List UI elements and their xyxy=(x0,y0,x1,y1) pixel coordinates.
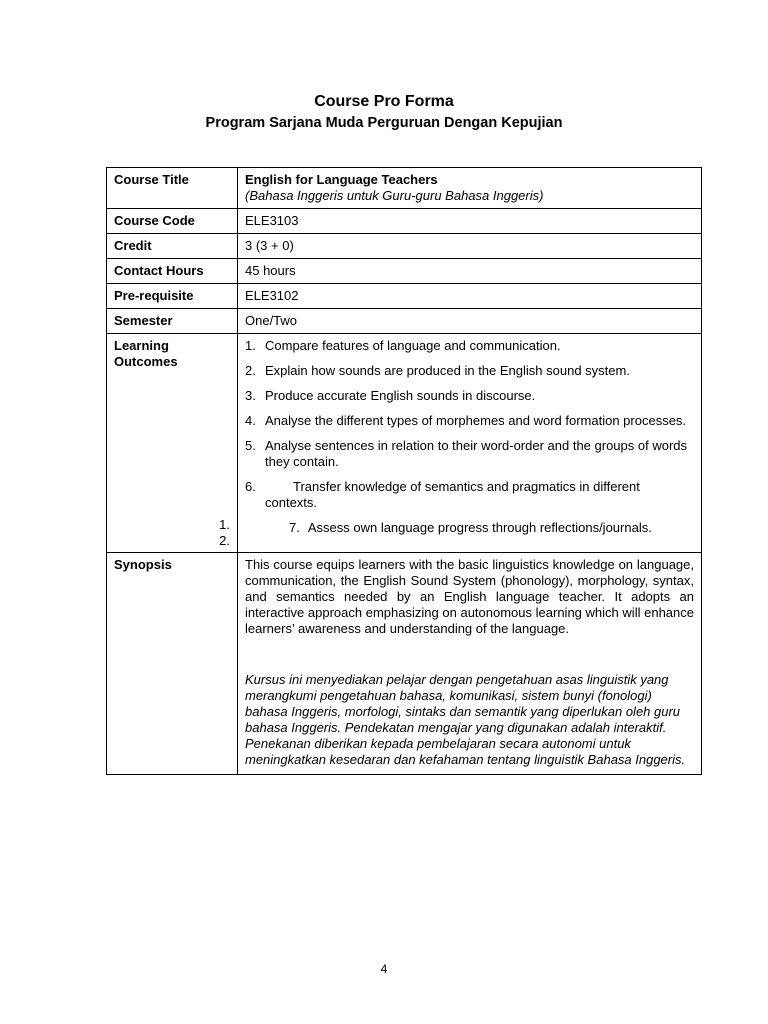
row-course-code xyxy=(107,209,702,234)
list-item-number: 3. xyxy=(245,388,256,403)
list-item-text: Produce accurate English sounds in discourse. xyxy=(265,388,536,403)
label-synopsis: Synopsis xyxy=(107,553,238,775)
synopsis-malay: Kursus ini menyediakan pelajar dengan pengetahuan asas linguistik yang merangkumi pengetahuan bahasa, komunikasi, sistem bunyi (fonologi) bahasa Inggeris, morfologi, sintaks dan semantik yang diperlukan oleh guru bahasa Inggeris. Pendekatan mengajar yang digunakan adalah interaktif. Penekanan diberikan kepada pembelajaran secara autonomi untuk meningkatkan kesedaran dan kefahaman tentang linguistik Bahasa Inggeris. xyxy=(245,672,686,767)
course-title-ms: (Bahasa Inggeris untuk Guru-guru Bahasa Inggeris) xyxy=(245,188,544,203)
row-learning-outcomes xyxy=(107,334,702,553)
page-title: Course Pro Forma xyxy=(314,93,454,110)
value-learning-outcomes xyxy=(238,334,702,553)
course-title-en: English for Language Teachers xyxy=(245,172,438,187)
page-subtitle: Program Sarjana Muda Perguruan Dengan Kepujian xyxy=(205,115,563,131)
value-course-title xyxy=(238,168,702,209)
list-item xyxy=(245,388,694,404)
value-prerequisite: ELE3102 xyxy=(238,284,702,309)
row-prerequisite xyxy=(107,284,702,309)
list-item-number: 6. xyxy=(245,479,256,494)
value-semester: One/Two xyxy=(238,309,702,334)
list-item-number: 4. xyxy=(245,413,256,428)
label-learning-outcomes xyxy=(107,334,238,553)
list-item xyxy=(245,520,694,536)
list-item-text: Analyse sentences in relation to their word-order and the groups of words they contain. xyxy=(265,438,688,469)
list-item-text: Explain how sounds are produced in the English sound system. xyxy=(265,363,630,378)
page-number: 4 xyxy=(380,962,388,976)
value-credit: 3 (3 + 0) xyxy=(238,234,702,259)
course-table xyxy=(106,167,702,775)
label-course-code: Course Code xyxy=(107,209,238,234)
list-item-number: 2. xyxy=(245,363,256,378)
list-item xyxy=(245,338,694,354)
value-course-code: ELE3103 xyxy=(238,209,702,234)
value-contact-hours: 45 hours xyxy=(238,259,702,284)
row-contact-hours xyxy=(107,259,702,284)
row-credit xyxy=(107,234,702,259)
list-item-text: Compare features of language and communication. xyxy=(265,338,561,353)
label-learning-outcomes-line1: Learning xyxy=(114,338,169,353)
outcomes-list xyxy=(245,338,694,536)
stray-numbering xyxy=(219,517,230,549)
list-item-number: 5. xyxy=(245,438,256,453)
row-synopsis xyxy=(107,553,702,775)
list-item xyxy=(245,413,694,429)
label-credit: Credit xyxy=(107,234,238,259)
label-semester: Semester xyxy=(107,309,238,334)
synopsis-english: This course equips learners with the basic linguistics knowledge on language, communication, the English Sound System (phonology), morphology, syntax, and semantics needed by an English language teacher. It adopts an interactive approach emphasizing on autonomous learning which will enhance learners’ awareness and understanding of the language. xyxy=(245,557,694,636)
list-item xyxy=(245,363,694,379)
value-synopsis xyxy=(238,553,702,775)
list-item-text: Assess own language progress through reflections/journals. xyxy=(307,520,652,535)
list-item-number: 7. xyxy=(289,520,300,535)
list-item xyxy=(245,438,694,470)
label-prerequisite: Pre-requisite xyxy=(107,284,238,309)
list-item-number: 1. xyxy=(245,338,256,353)
list-item-text: Analyse the different types of morphemes and word formation processes. xyxy=(265,413,687,428)
label-course-title: Course Title xyxy=(107,168,238,209)
label-contact-hours: Contact Hours xyxy=(107,259,238,284)
row-course-title xyxy=(107,168,702,209)
stray-number: 1. xyxy=(219,517,230,532)
list-item xyxy=(245,479,694,511)
list-item-text: Transfer knowledge of semantics and pragmatics in different contexts. xyxy=(265,479,640,510)
row-semester xyxy=(107,309,702,334)
label-learning-outcomes-line2: Outcomes xyxy=(114,354,178,369)
stray-number: 2. xyxy=(219,533,230,548)
